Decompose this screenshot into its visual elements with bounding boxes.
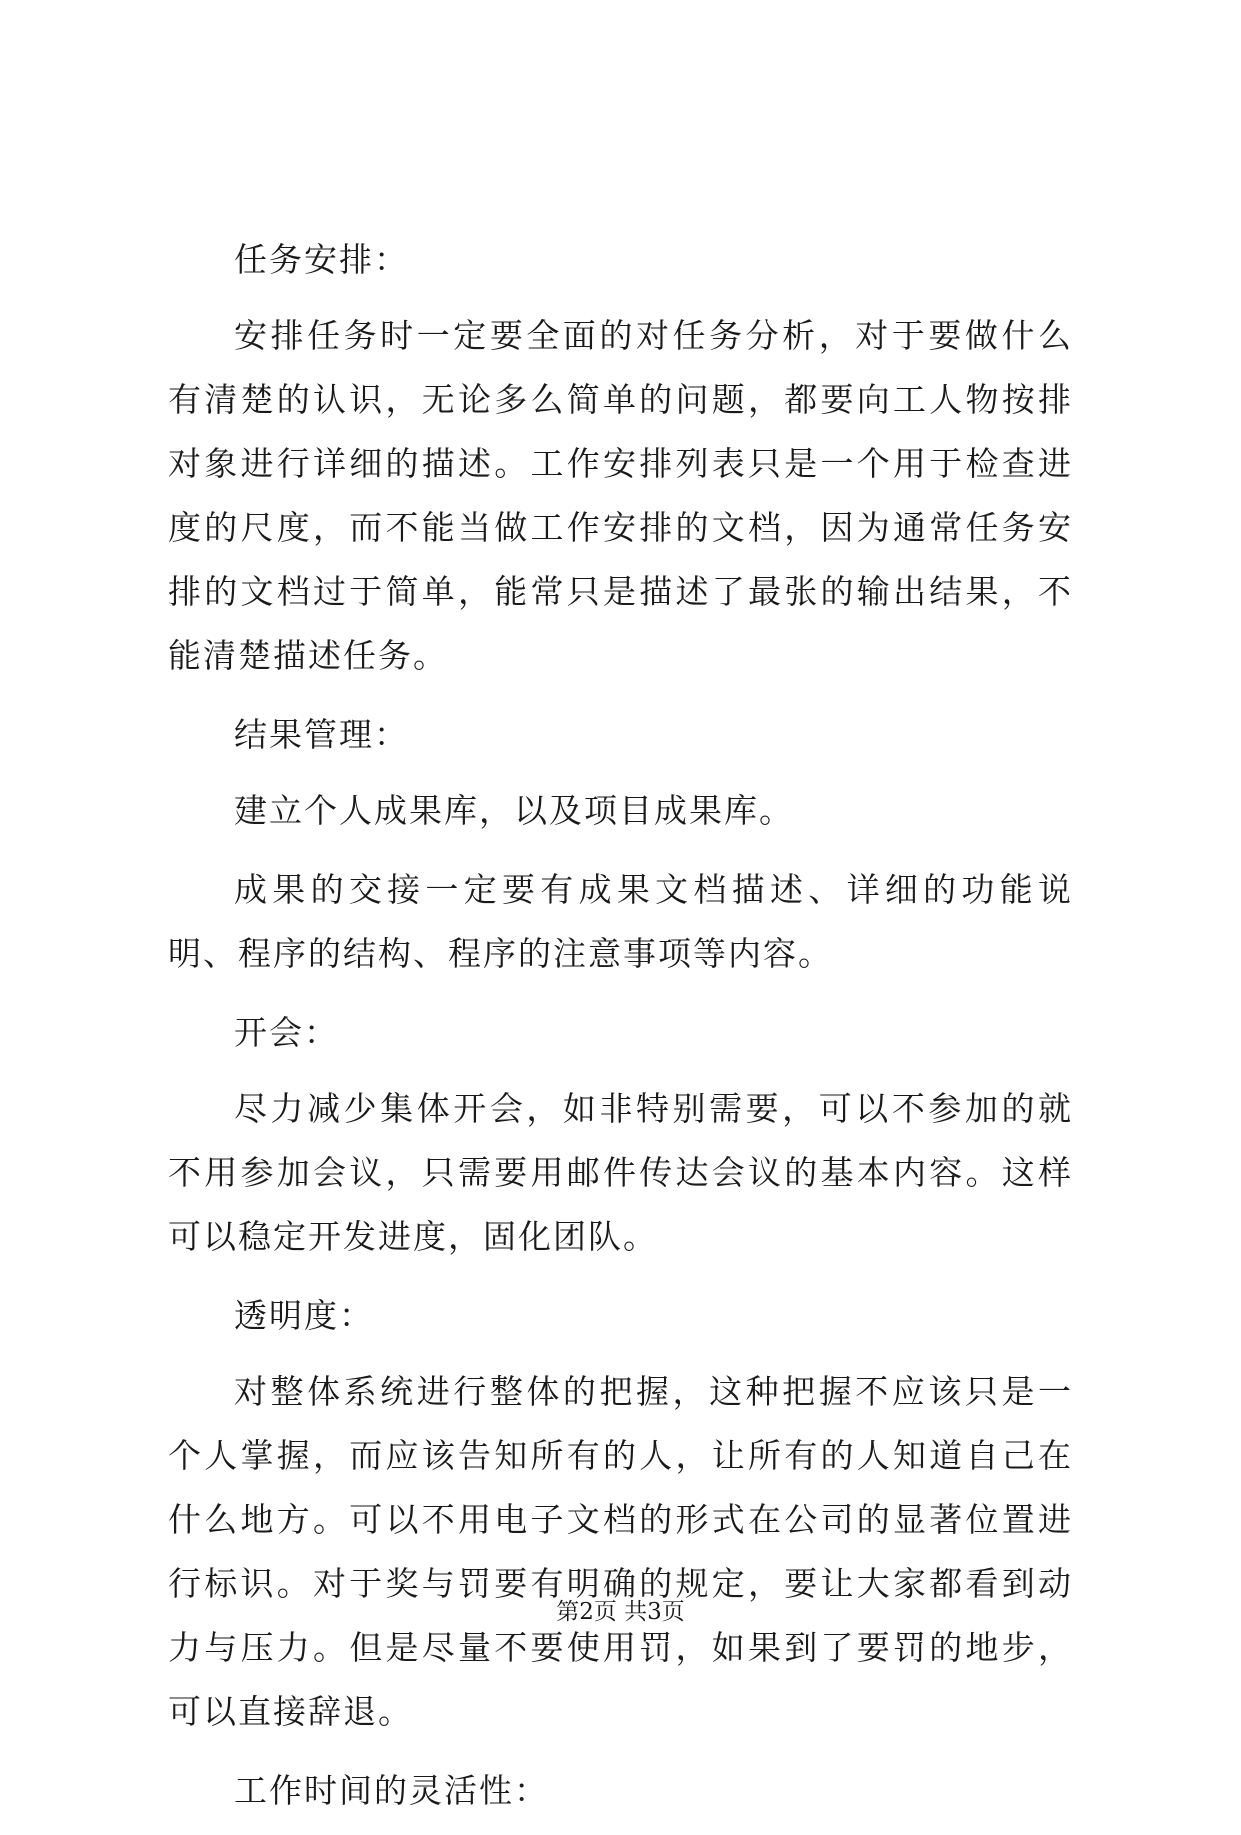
paragraph-result-handover: 成果的交接一定要有成果文档描述、详细的功能说明、程序的结构、程序的注意事项等内容。 [168,870,1073,973]
section-heading-work-time-flexibility: 工作时间的灵活性： [234,1771,549,1810]
section-heading-transparency: 透明度： [234,1296,374,1335]
section-heading-meetings: 开会： [234,1013,339,1052]
paragraph-meetings: 尽力减少集体开会，如非特别需要，可以不参加的就不用参加会议，只需要用邮件传达会议的基本内容。这样可以稳定开发进度，固化团队。 [168,1089,1073,1256]
section-heading-result-management: 结果管理： [234,715,409,754]
page-footer: 第2页 共3页 [556,1599,685,1625]
section-heading-task-arrangement: 任务安排： [234,240,409,279]
paragraph-transparency: 对整体系统进行整体的把握，这种把握不应该只是一个人掌握，而应该告知所有的人，让所有的人知道自己在什么地方。可以不用电子文档的形式在公司的显著位置进行标识。对于奖与罚要有明确的规定，要让大家都看到动力与压力。但是尽量不要使用罚，如果到了要罚的地步，可以直接辞退。 [168,1372,1073,1731]
document-body [168,228,1073,1835]
paragraph-result-library: 建立个人成果库，以及项目成果库。 [234,791,794,830]
paragraph-task-arrangement: 安排任务时一定要全面的对任务分析，对于要做什么有清楚的认识，无论多么简单的问题，都要向工人物按排对象进行详细的描述。工作安排列表只是一个用于检查进度的尺度，而不能当做工作安排的文档，因为通常任务安排的文档过于简单，能常只是描述了最张的输出结果，不能清楚描述任务。 [168,316,1073,675]
